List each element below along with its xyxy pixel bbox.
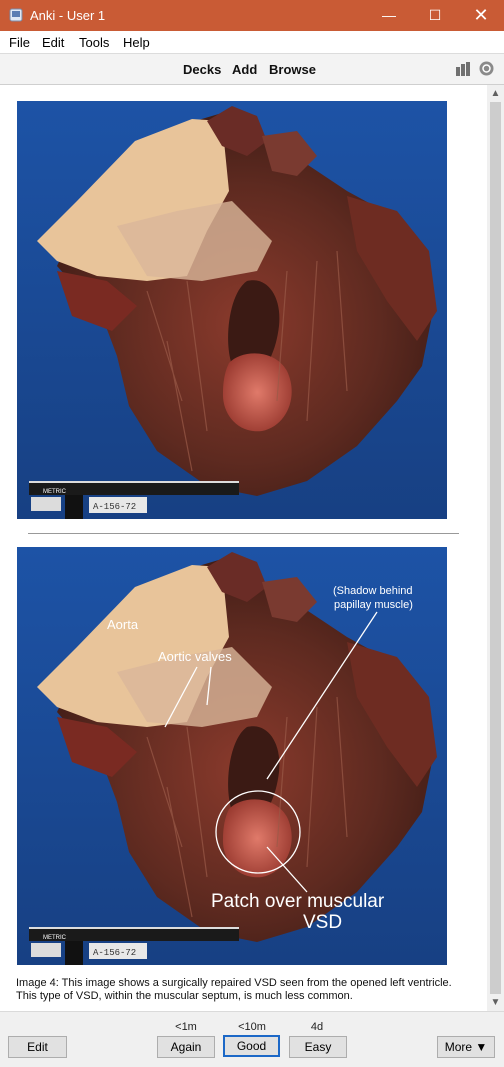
ruler-label: METRIC bbox=[43, 489, 66, 495]
label-shadow-line2: papillay muscle) bbox=[334, 599, 413, 611]
minimize-icon[interactable]: — bbox=[382, 7, 396, 23]
scroll-down-icon[interactable]: ▼ bbox=[490, 997, 501, 1008]
menu-bar bbox=[0, 31, 504, 54]
label-patch-line2: VSD bbox=[303, 912, 343, 933]
menu-tools[interactable]: Tools bbox=[79, 35, 110, 50]
easy-interval: 4d bbox=[310, 1021, 324, 1033]
easy-button[interactable]: Easy bbox=[289, 1036, 347, 1058]
scroll-thumb[interactable] bbox=[490, 102, 501, 994]
close-icon[interactable]: ✕ bbox=[473, 5, 489, 25]
good-button[interactable]: Good bbox=[223, 1035, 280, 1057]
maximize-icon[interactable]: ☐ bbox=[428, 7, 442, 23]
ruler-label: METRIC bbox=[43, 935, 66, 941]
vertical-scrollbar[interactable] bbox=[487, 85, 504, 1011]
decks-link[interactable]: Decks bbox=[183, 62, 222, 77]
anki-app-icon bbox=[9, 8, 23, 22]
specimen-tag: A-156-72 bbox=[93, 502, 137, 512]
edit-button[interactable]: Edit bbox=[8, 1036, 67, 1058]
good-interval: <10m bbox=[238, 1021, 266, 1033]
menu-file[interactable]: File bbox=[9, 35, 30, 50]
browse-link[interactable]: Browse bbox=[269, 62, 316, 77]
label-patch-line1: Patch over muscular bbox=[211, 891, 385, 912]
card-content bbox=[0, 85, 487, 1011]
title-bar bbox=[0, 0, 504, 31]
image-caption: Image 4: This image shows a surgically repaired VSD seen from the opened left ventricle. This type of VSD, within the muscular septum, is much less common. bbox=[16, 977, 452, 1002]
again-interval: <1m bbox=[175, 1021, 197, 1033]
again-button[interactable]: Again bbox=[157, 1036, 215, 1058]
heart-photo-answer bbox=[17, 547, 447, 965]
label-shadow-line1: (Shadow behind bbox=[333, 585, 413, 597]
answer-bar bbox=[0, 1011, 504, 1067]
more-button[interactable]: More ▼ bbox=[437, 1036, 495, 1058]
scroll-up-icon[interactable]: ▲ bbox=[490, 88, 501, 99]
label-aortic-valves: Aortic valves bbox=[158, 649, 232, 664]
add-link[interactable]: Add bbox=[232, 62, 258, 77]
heart-photo-question bbox=[17, 101, 447, 519]
toolbar bbox=[0, 54, 504, 85]
card-divider bbox=[28, 533, 459, 534]
stats-icon[interactable] bbox=[455, 61, 472, 77]
label-aorta: Aorta bbox=[107, 617, 139, 632]
menu-edit[interactable]: Edit bbox=[42, 35, 65, 50]
sync-icon[interactable] bbox=[478, 60, 495, 77]
specimen-tag: A-156-72 bbox=[93, 948, 137, 958]
menu-help[interactable]: Help bbox=[123, 35, 150, 50]
window-title: Anki - User 1 bbox=[30, 8, 106, 23]
